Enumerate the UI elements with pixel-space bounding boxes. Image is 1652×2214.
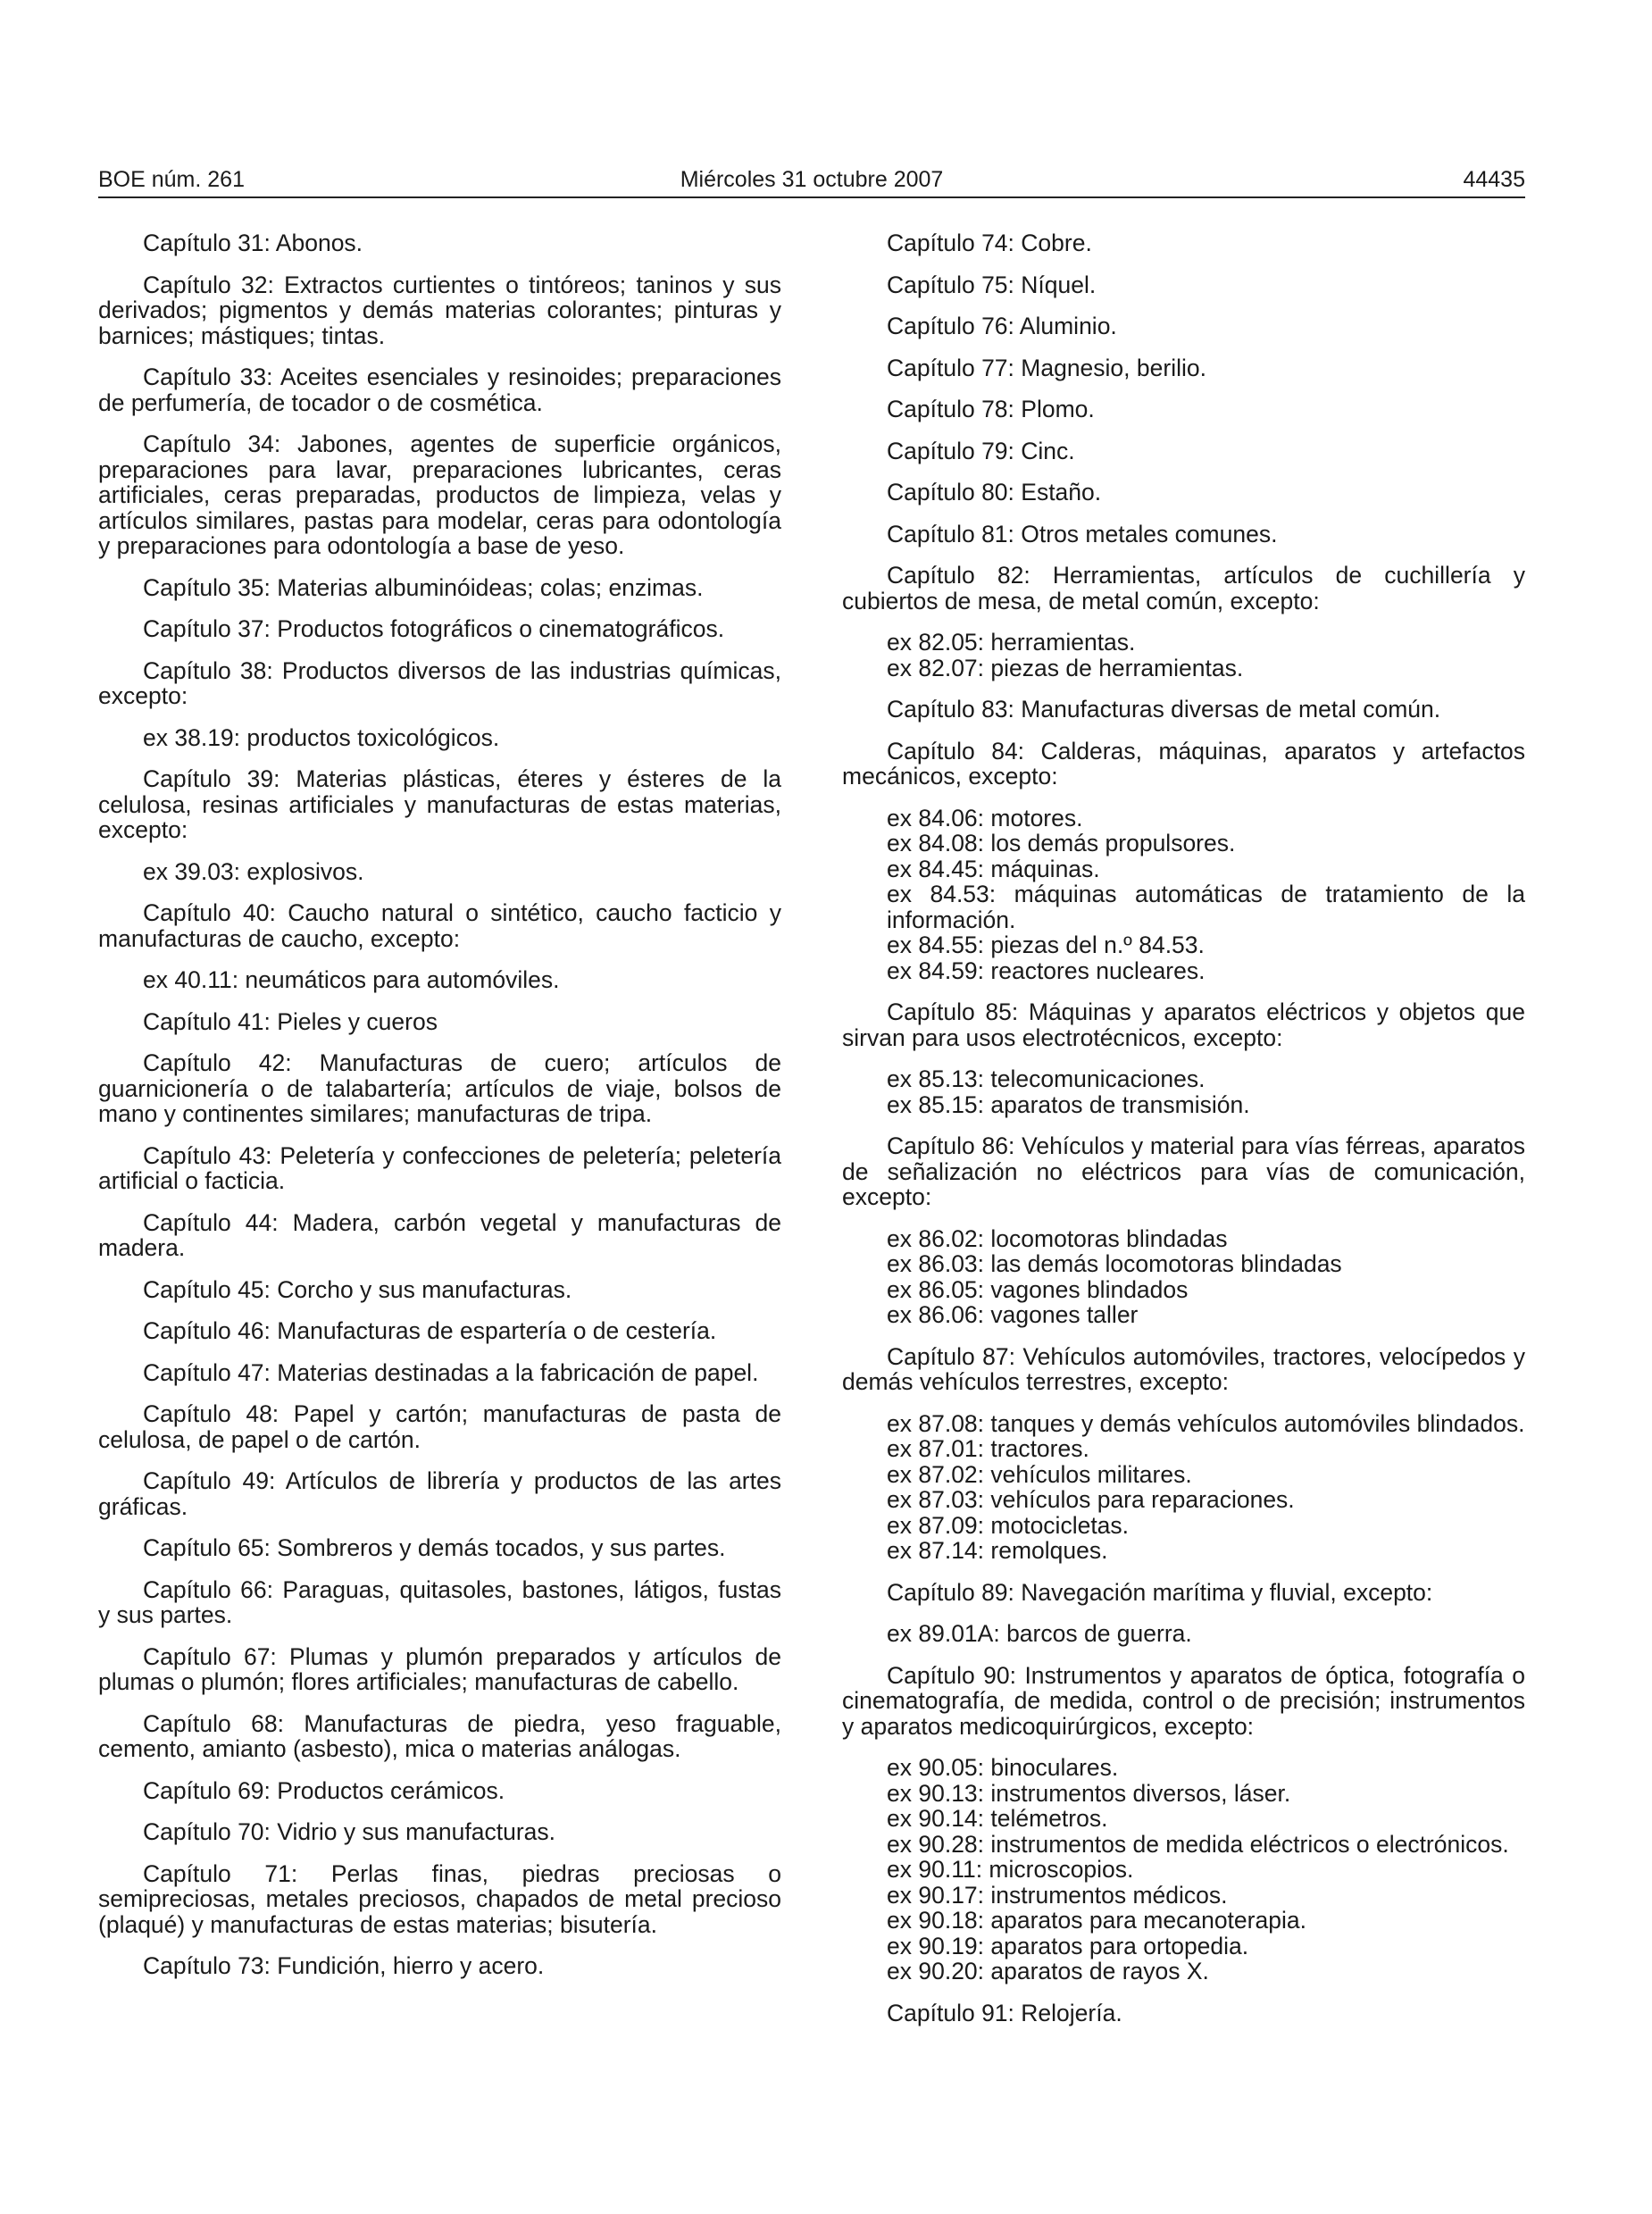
- chapter-entry: Capítulo 33: Aceites esenciales y resinoides; preparaciones de perfumería, de tocador o de cosmética.: [98, 363, 781, 416]
- chapter-entry: Capítulo 43: Peletería y confecciones de peletería; peletería artificial o facticia.: [98, 1141, 781, 1194]
- page-header: [98, 166, 1525, 198]
- chapter-entry: Capítulo 42: Manufacturas de cuero; artículos de guarnicionería o de talabartería; artículos de viaje, bolsos de mano y continentes similares; manufacturas de tripa.: [98, 1049, 781, 1127]
- exception-item: ex 84.45: máquinas.: [887, 855, 1100, 882]
- exception-list: [842, 1066, 1525, 1117]
- exception-list: [842, 1411, 1525, 1564]
- chapter-entry: Capítulo 77: Magnesio, berilio.: [887, 354, 1206, 381]
- exception-item: ex 87.03: vehículos para reparaciones.: [887, 1486, 1295, 1513]
- exception-item: ex 82.07: piezas de herramientas.: [887, 654, 1244, 681]
- chapter-entry: Capítulo 79: Cinc.: [887, 437, 1075, 464]
- page-number: 44435: [1463, 167, 1525, 192]
- exception-item: ex 87.08: tanques y demás vehículos automóviles blindados.: [887, 1409, 1525, 1437]
- chapter-entry: Capítulo 32: Extractos curtientes o tintóreos; taninos y sus derivados; pigmentos y demás materias colorantes; pinturas y barnices; mástiques; tintas.: [98, 271, 781, 349]
- exception-item: ex 90.11: microscopios.: [887, 1856, 1134, 1883]
- exception-item: ex 90.14: telémetros.: [887, 1805, 1108, 1832]
- exception-item: ex 87.14: remolques.: [887, 1537, 1108, 1564]
- exception-item: ex 84.53: máquinas automáticas de tratamiento de la información.: [887, 881, 1525, 933]
- chapter-entry: Capítulo 39: Materias plásticas, éteres y ésteres de la celulosa, resinas artificiales y manufacturas de estas materias, excepto:: [98, 765, 781, 843]
- exception-item: ex 90.05: binoculares.: [887, 1754, 1119, 1781]
- chapter-entry: Capítulo 73: Fundición, hierro y acero.: [143, 1952, 545, 1979]
- chapter-entry: Capítulo 47: Materias destinadas a la fabricación de papel.: [143, 1358, 759, 1386]
- chapter-entry: Capítulo 68: Manufacturas de piedra, yeso fraguable, cemento, amianto (asbesto), mica o materias análogas.: [98, 1709, 781, 1762]
- chapter-entry: Capítulo 74: Cobre.: [887, 230, 1092, 256]
- exception-item: ex 90.28: instrumentos de medida eléctricos o electrónicos.: [887, 1830, 1509, 1858]
- chapter-entry: Capítulo 75: Níquel.: [887, 271, 1097, 298]
- exception-list: [842, 1755, 1525, 1984]
- chapter-entry: Capítulo 45: Corcho y sus manufacturas.: [143, 1275, 572, 1303]
- chapter-entry: Capítulo 67: Plumas y plumón preparados y artículos de plumas o plumón; flores artificiales; manufacturas de cabello.: [98, 1642, 781, 1695]
- chapter-entry: Capítulo 38: Productos diversos de las industrias químicas, excepto:: [98, 656, 781, 709]
- chapter-entry: Capítulo 70: Vidrio y sus manufacturas.: [143, 1818, 556, 1845]
- exception-item: ex 87.09: motocicletas.: [887, 1511, 1130, 1539]
- chapter-entry: Capítulo 87: Vehículos automóviles, tractores, velocípedos y demás vehículos terrestres, excepto:: [842, 1342, 1525, 1395]
- chapter-entry: Capítulo 49: Artículos de librería y productos de las artes gráficas.: [98, 1467, 781, 1520]
- chapter-entry: Capítulo 48: Papel y cartón; manufacturas de pasta de celulosa, de papel o de cartón.: [98, 1400, 781, 1453]
- chapter-entry: Capítulo 86: Vehículos y material para vías férreas, aparatos de señalización no eléctricos para vías de comunicación, excepto:: [842, 1132, 1525, 1210]
- exception-list: [842, 1226, 1525, 1328]
- publication-date: Miércoles 31 octubre 2007: [680, 167, 944, 192]
- chapter-entry: Capítulo 37: Productos fotográficos o cinematográficos.: [143, 615, 725, 642]
- chapter-entry: Capítulo 31: Abonos.: [143, 230, 363, 256]
- exception-item: ex 90.18: aparatos para mecanoterapia.: [887, 1907, 1306, 1934]
- chapter-entry: Capítulo 82: Herramientas, artículos de cuchillería y cubiertos de mesa, de metal común, excepto:: [842, 562, 1525, 614]
- chapter-entry: Capítulo 90: Instrumentos y aparatos de óptica, fotografía o cinematografía, de medida, control o de precisión; instrumentos y aparatos medicoquirúrgicos, excepto:: [842, 1661, 1525, 1740]
- chapter-entry: ex 40.11: neumáticos para automóviles.: [143, 966, 560, 993]
- exception-item: ex 85.13: telecomunicaciones.: [887, 1065, 1206, 1092]
- chapter-entry: Capítulo 66: Paraguas, quitasoles, bastones, látigos, fustas y sus partes.: [98, 1575, 781, 1628]
- chapter-entry: Capítulo 69: Productos cerámicos.: [143, 1776, 505, 1804]
- exception-item: ex 90.13: instrumentos diversos, láser.: [887, 1779, 1291, 1807]
- chapter-entry: Capítulo 89: Navegación marítima y fluvial, excepto:: [887, 1578, 1433, 1606]
- chapter-entry: ex 39.03: explosivos.: [143, 857, 364, 885]
- chapter-entry: Capítulo 91: Relojería.: [887, 1999, 1122, 2026]
- right-column: [842, 230, 1525, 2042]
- chapter-entry: Capítulo 35: Materias albuminóideas; colas; enzimas.: [143, 573, 704, 601]
- chapter-entry: Capítulo 44: Madera, carbón vegetal y manufacturas de madera.: [98, 1208, 781, 1261]
- exception-list: [842, 806, 1525, 984]
- exception-item: ex 86.02: locomotoras blindadas: [887, 1224, 1228, 1252]
- chapter-entry: Capítulo 80: Estaño.: [887, 479, 1102, 505]
- exception-item: ex 85.15: aparatos de transmisión.: [887, 1090, 1250, 1118]
- exception-item: ex 90.17: instrumentos médicos.: [887, 1881, 1228, 1909]
- exception-item: ex 86.03: las demás locomotoras blindadas: [887, 1250, 1342, 1277]
- exception-item: ex 86.06: vagones taller: [887, 1301, 1139, 1328]
- chapter-entry: Capítulo 76: Aluminio.: [887, 313, 1117, 339]
- chapter-entry: Capítulo 41: Pieles y cueros: [143, 1007, 438, 1035]
- exception-list: [842, 630, 1525, 681]
- publication-number: BOE núm. 261: [98, 167, 245, 192]
- chapter-entry: Capítulo 71: Perlas finas, piedras preciosas o semipreciosas, metales preciosos, chapados de metal precioso (plaqué) y manufacturas de estas materias; bisutería.: [98, 1859, 781, 1938]
- chapter-entry: Capítulo 34: Jabones, agentes de superficie orgánicos, preparaciones para lavar, preparaciones lubricantes, ceras artificiales, ceras preparadas, productos de limpieza, velas y artículos similares, pastas para modelar, ceras para odontología y preparaciones para odontología a base de yeso.: [98, 430, 781, 559]
- exception-item: ex 90.20: aparatos de rayos X.: [887, 1958, 1209, 1984]
- exception-item: ex 84.55: piezas del n.º 84.53.: [887, 932, 1205, 958]
- chapter-entry: ex 89.01A: barcos de guerra.: [887, 1620, 1192, 1647]
- chapter-entry: ex 38.19: productos toxicológicos.: [143, 723, 500, 751]
- chapter-entry: Capítulo 65: Sombreros y demás tocados, y sus partes.: [143, 1534, 726, 1561]
- exception-item: ex 82.05: herramientas.: [887, 629, 1136, 656]
- chapter-entry: Capítulo 84: Calderas, máquinas, aparatos y artefactos mecánicos, excepto:: [842, 737, 1525, 790]
- chapter-entry: Capítulo 78: Plomo.: [887, 396, 1095, 422]
- exception-item: ex 84.59: reactores nucleares.: [887, 957, 1206, 984]
- exception-item: ex 84.06: motores.: [887, 804, 1083, 831]
- chapter-entry: Capítulo 83: Manufacturas diversas de metal común.: [887, 696, 1441, 723]
- chapter-entry: Capítulo 85: Máquinas y aparatos eléctricos y objetos que sirvan para usos electrotécnicos, excepto:: [842, 998, 1525, 1051]
- chapter-entry: Capítulo 46: Manufacturas de espartería o de cestería.: [143, 1317, 717, 1344]
- exception-item: ex 87.01: tractores.: [887, 1435, 1089, 1462]
- exception-item: ex 87.02: vehículos militares.: [887, 1460, 1192, 1488]
- chapter-entry: Capítulo 40: Caucho natural o sintético, caucho facticio y manufacturas de caucho, excepto:: [98, 899, 781, 952]
- chapter-entry: Capítulo 81: Otros metales comunes.: [887, 520, 1278, 547]
- exception-item: ex 86.05: vagones blindados: [887, 1275, 1189, 1303]
- left-column: [98, 230, 781, 1995]
- exception-item: ex 90.19: aparatos para ortopedia.: [887, 1932, 1249, 1959]
- exception-item: ex 84.08: los demás propulsores.: [887, 830, 1236, 856]
